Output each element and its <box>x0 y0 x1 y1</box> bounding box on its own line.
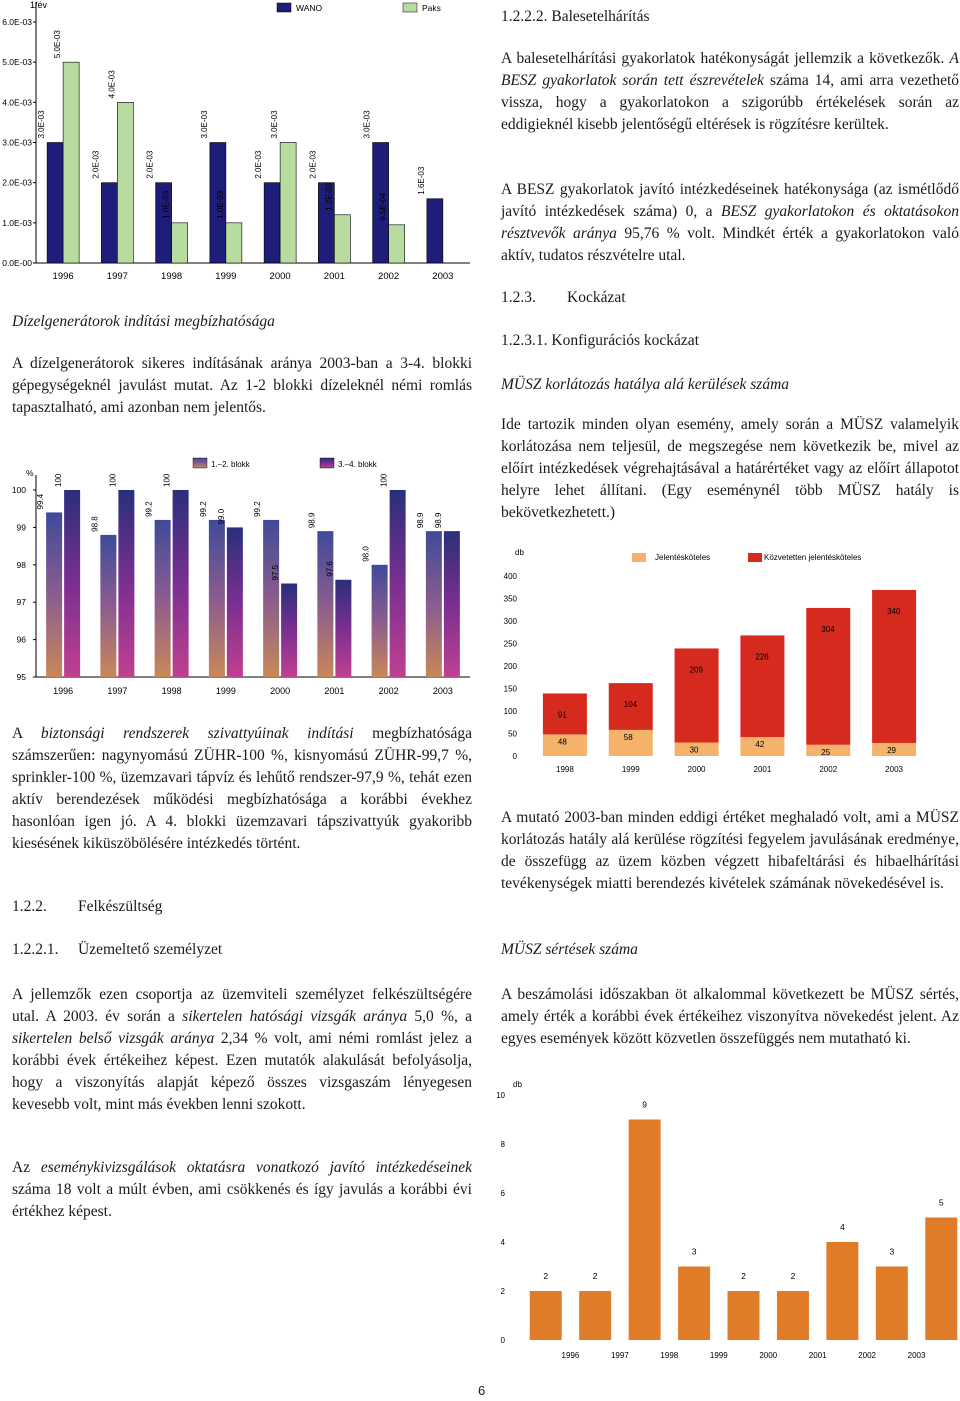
data-label: 1.2E-03 <box>324 182 334 211</box>
bar-block-34 <box>444 531 460 677</box>
y-tick-label: 2.0E-03 <box>2 177 32 188</box>
legend-swatch-34 <box>320 458 334 468</box>
x-tick-label: 2001 <box>324 686 345 696</box>
y-tick-label: 5.0E-03 <box>2 57 32 68</box>
para-besz: A BESZ gyakorlatok javító intézkedéseinek hatékonysága (az ismétlődő javító intézkedések száma) 0, a BESZ gyakorlatokon és oktatásokon résztvevők aránya 95,76 % volt. Mindkét érték a gyakorlatokon való aktív, tudatos részvételre utal. <box>501 181 959 264</box>
data-label: 100 <box>379 473 389 487</box>
x-tick-label: 1996 <box>52 271 74 282</box>
x-tick-label: 1999 <box>215 686 236 696</box>
legend-swatch-jelentes <box>632 553 646 562</box>
para-staff: A jellemzők ezen csoportja az üzemviteli személyzet felkészültségére utal. A 2003. év során a sikertelen hatósági vizsgák aránya 5,0 %, a sikertelen belső vizsgák aránya 2,34 % volt, ami némi romlást jelez a korábbi évek értékeihez képest. Ezen mutatók alakulását befolyásolja, hogy a viszonyítás alapját képező összes vizsgaszám lényegesen kevesebb volt, mint más években lenni szokott. <box>12 986 472 1113</box>
data-label: 2.0E-03 <box>254 150 264 179</box>
legend-label-wano: WANO <box>296 3 323 13</box>
x-tick-label: 2003 <box>907 1351 926 1360</box>
bar-block-34 <box>64 490 80 677</box>
unit-label: % <box>26 468 34 478</box>
data-label: 2 <box>741 1271 746 1281</box>
data-label: 97.5 <box>271 564 281 581</box>
data-label: 9 <box>642 1099 647 1110</box>
x-tick-label: 2003 <box>885 765 903 774</box>
bar-wano <box>264 183 280 263</box>
para-pumps: A biztonsági rendszerek szivattyúinak indítási megbízhatósága számszerűen: nagynyomású ZÜHR-100 %, kisnyomású ZÜHR-99,7 %, sprinkler-100 %, üzemzavari tápvíz és lehűtő rendszer-97,9 %, tehát ezen aktív berendezések működési megbízhatósága a korábbi évekhez hasonlóan igen jó. A 4. blokki üzemzavari tápszivattyúk gyakoribb kiesésének kiküszöbölésére intézkedés történt. <box>12 725 472 852</box>
unit-label: 1/év <box>30 0 48 10</box>
data-label: 1.0E-03 <box>161 190 171 219</box>
y-tick-label: 6 <box>500 1189 505 1198</box>
y-tick-label: 96 <box>16 634 26 645</box>
y-tick-label: 0.0E-00 <box>2 258 32 268</box>
data-label: 2 <box>592 1271 598 1281</box>
bar-block-12 <box>46 512 62 677</box>
data-label: 25 <box>821 747 831 757</box>
data-label: 2.0E-03 <box>91 150 101 179</box>
legend-swatch-12 <box>193 458 207 468</box>
data-label: 30 <box>689 745 699 755</box>
y-tick-label: 10 <box>496 1091 505 1100</box>
y-tick-label: 150 <box>503 684 517 694</box>
data-label: 104 <box>623 700 638 710</box>
bar-violations <box>530 1291 562 1340</box>
bar-violations <box>579 1291 611 1340</box>
bar-block-12 <box>155 520 171 677</box>
data-label: 3.0E-03 <box>37 110 47 139</box>
bar-wano <box>101 183 117 263</box>
chart-diesel-start <box>0 450 475 710</box>
x-tick-label: 1998 <box>161 686 182 696</box>
legend-label-jelentes: Jelentésköteles <box>655 553 711 562</box>
data-label: 4 <box>840 1222 845 1232</box>
data-label: 1.0E-03 <box>215 190 225 219</box>
chart-musz-events <box>485 540 960 780</box>
y-tick-label: 8 <box>500 1140 505 1149</box>
x-tick-label: 1996 <box>53 686 74 696</box>
bar-block-34 <box>118 490 134 677</box>
heading-musz: MÜSZ korlátozás hatálya alá kerülések száma <box>501 376 790 393</box>
data-label: 2 <box>543 1271 549 1281</box>
x-tick-label: 2002 <box>378 686 399 696</box>
x-tick-label: 2003 <box>432 686 453 696</box>
x-tick-label: 2000 <box>269 271 291 282</box>
x-tick-label: 2000 <box>270 686 291 696</box>
x-tick-label: 1999 <box>709 1351 728 1360</box>
bar-violations <box>826 1242 858 1340</box>
x-tick-label: 2001 <box>808 1351 827 1360</box>
y-tick-label: 100 <box>503 707 517 716</box>
heading-122: 1.2.2. Felkészültség <box>12 898 163 915</box>
y-tick-label: 300 <box>503 617 517 626</box>
bar-block-34 <box>281 584 297 678</box>
para-serules: A beszámolási időszakban öt alkalommal következett be MÜSZ sértés, amely érték a korábbi évek értékeihez viszonyítva növekedést jelent. Az egyes események között közvetlen összefüggés nem mutatható ki. <box>501 986 959 1047</box>
x-tick-label: 2002 <box>858 1351 877 1360</box>
bar-violations <box>876 1267 908 1341</box>
bar-block-34 <box>390 490 406 677</box>
para-musz: Ide tartozik minden olyan esemény, amely során a MÜSZ valamelyik korlátozása nem teljesül, de megszegése nem következik be, mivel az előírt intézkedések végrehajtásával a határértéket vagy az előírt állapotot helyre lehet állítani. (Egy eseménynél több MÜSZ hatály is bekövetkezhetett.) <box>501 416 959 521</box>
data-label: 3 <box>889 1246 895 1257</box>
x-tick-label: 1999 <box>215 271 237 282</box>
x-tick-label: 1999 <box>621 765 640 774</box>
data-label: 100 <box>108 473 118 487</box>
data-label: 98.0 <box>361 546 371 562</box>
legend-label-kozvetett: Közvetetten jelentésköteles <box>764 553 862 562</box>
bar-kozvetett <box>740 635 784 737</box>
y-tick-label: 400 <box>503 572 517 581</box>
heading-1221: 1.2.2.1. Üzemeltető személyzet <box>12 941 223 958</box>
x-tick-label: 2001 <box>323 271 345 282</box>
data-label: 1.6E-03 <box>416 166 426 195</box>
heading-1222: 1.2.2.2. Balesetelhárítás <box>501 8 650 25</box>
data-label: 3 <box>691 1246 697 1257</box>
data-label: 2 <box>790 1271 796 1281</box>
data-label: 2.0E-03 <box>145 150 155 179</box>
data-label: 3.0E-03 <box>362 110 372 139</box>
bar-block-12 <box>372 565 388 677</box>
y-tick-label: 98 <box>16 559 26 570</box>
data-label: 5.0E-03 <box>53 30 63 59</box>
x-tick-label: 2002 <box>819 765 838 774</box>
y-tick-label: 1.0E-03 <box>2 217 32 228</box>
bar-paks <box>172 223 188 263</box>
chart-failure-rate <box>0 0 475 290</box>
para-diesel: A dízelgenerátorok sikeres indításának aránya 2003-ban a 3-4. blokki gépegységeknél javulást mutat. Az 1-2 blokki dízeleknél némi romlás tapasztalható, ami azonban nem jelentős. <box>12 355 472 416</box>
data-label: 340 <box>887 606 901 616</box>
x-tick-label: 1998 <box>556 765 574 774</box>
x-tick-label: 1997 <box>106 271 128 282</box>
data-label: 98.9 <box>433 512 443 529</box>
bar-violations <box>678 1267 710 1341</box>
bar-paks <box>63 62 79 263</box>
legend-swatch-paks <box>403 3 417 12</box>
x-tick-label: 2001 <box>753 765 772 774</box>
y-tick-label: 4.0E-03 <box>2 97 32 108</box>
data-label: 98.8 <box>90 516 100 532</box>
legend-label-34: 3.–4. blokk <box>338 460 377 469</box>
y-tick-label: 50 <box>508 729 517 739</box>
data-label: 42 <box>755 740 765 750</box>
bar-block-12 <box>426 531 442 677</box>
y-tick-label: 200 <box>503 662 517 671</box>
data-label: 97.6 <box>325 561 335 577</box>
heading-1231: 1.2.3.1. Konfigurációs kockázat <box>501 332 699 349</box>
bar-block-34 <box>335 580 351 677</box>
data-label: 3.0E-03 <box>199 110 209 139</box>
heading-diesel: Dízelgenerátorok indítási megbízhatósága <box>12 313 275 330</box>
bar-block-12 <box>209 520 225 677</box>
y-tick-label: 6.0E-03 <box>2 17 32 27</box>
data-label: 99.4 <box>36 493 46 510</box>
legend-swatch-wano <box>277 3 291 12</box>
y-tick-label: 95 <box>16 672 26 682</box>
bar-violations <box>728 1291 760 1340</box>
y-tick-label: 250 <box>503 639 517 649</box>
bar-paks <box>280 143 296 264</box>
y-tick-label: 4 <box>500 1238 505 1247</box>
y-tick-label: 0 <box>500 1336 505 1345</box>
bar-block-12 <box>317 531 333 677</box>
data-label: 29 <box>887 745 896 755</box>
bar-block-34 <box>227 527 243 677</box>
data-label: 5 <box>938 1197 944 1208</box>
bar-wano <box>427 199 443 263</box>
y-tick-label: 97 <box>16 597 26 608</box>
page-number: 6 <box>478 1383 486 1398</box>
y-tick-label: 2 <box>500 1287 505 1296</box>
legend-label-paks: Paks <box>422 3 441 13</box>
data-label: 100 <box>54 473 64 487</box>
bar-block-12 <box>263 520 279 677</box>
x-tick-label: 1998 <box>161 271 183 282</box>
heading-123: 1.2.3. Kockázat <box>501 289 626 306</box>
y-tick-label: 99 <box>16 522 26 533</box>
data-label: 100 <box>162 473 172 487</box>
y-tick-label: 0 <box>512 752 517 761</box>
data-label: 98.9 <box>415 512 425 529</box>
bar-paks <box>226 223 242 263</box>
bar-block-34 <box>173 490 189 677</box>
data-label: 91 <box>557 710 567 720</box>
data-label: 98.9 <box>307 512 317 529</box>
data-label: 9.5E-04 <box>378 192 388 221</box>
chart-musz-violations <box>485 1075 960 1365</box>
x-tick-label: 1998 <box>660 1351 679 1360</box>
bar-paks <box>334 215 350 263</box>
x-tick-label: 1997 <box>610 1351 629 1360</box>
data-label: 48 <box>557 737 567 747</box>
x-tick-label: 1997 <box>107 686 128 696</box>
bar-violations <box>925 1218 957 1341</box>
unit-label: db <box>513 1080 522 1089</box>
data-label: 226 <box>755 652 769 662</box>
data-label: 304 <box>821 624 835 634</box>
bar-kozvetett <box>675 648 719 742</box>
para-balesetelharitas: A balesetelhárítási gyakorlatok hatékonyságát jellemzik a következők. A BESZ gyakorlatok során tett észrevételek száma 14, ami arra vezethető vissza, hogy a gyakorlatokon a szigorúbb értékelések során az eddigieknél kisebb jelentőségű eltérések is rögzítésre kerültek. <box>501 50 960 133</box>
para-event: Az eseménykivizsgálások oktatásra vonatkozó javító intézkedéseinek száma 18 volt a múlt évben, ami csökkenés és így javulás a korábbi évi értékhez képest. <box>12 1159 472 1220</box>
x-tick-label: 2000 <box>687 765 706 774</box>
para-2003: A mutató 2003-ban minden eddigi értéket meghaladó volt, ami a MÜSZ korlátozás hatály alá kerülése rögzítési fegyelem javulásának eredménye, de összefügg az üzem közben végzett hibafeltárási és hibaelhárítási tevékenységek miatti berendezés kivételek számának növekedésével is. <box>501 809 959 892</box>
data-label: 4.0E-03 <box>107 70 117 99</box>
legend-swatch-kozvetett <box>748 553 762 562</box>
x-tick-label: 2003 <box>432 271 454 282</box>
x-tick-label: 2000 <box>759 1351 778 1360</box>
x-tick-label: 2002 <box>378 271 400 282</box>
y-tick-label: 350 <box>503 594 517 604</box>
bar-paks <box>117 102 133 263</box>
heading-serules: MÜSZ sértések száma <box>501 941 638 958</box>
bar-violations <box>629 1120 661 1341</box>
bar-block-12 <box>100 535 116 677</box>
bar-wano <box>47 143 63 264</box>
data-label: 99.2 <box>253 501 263 517</box>
data-label: 99.0 <box>216 508 226 525</box>
data-label: 2.0E-03 <box>308 150 318 179</box>
data-label: 99.2 <box>198 501 208 517</box>
data-label: 209 <box>689 665 703 675</box>
legend-label-12: 1.–2. blokk <box>211 460 250 469</box>
y-tick-label: 100 <box>11 485 26 495</box>
data-label: 3.0E-03 <box>270 110 280 139</box>
data-label: 58 <box>623 732 633 742</box>
x-tick-label: 1996 <box>561 1351 580 1360</box>
bar-violations <box>777 1291 809 1340</box>
data-label: 99.2 <box>144 501 154 517</box>
unit-label: db <box>515 548 524 557</box>
y-tick-label: 3.0E-03 <box>2 137 32 148</box>
bar-paks <box>389 225 405 263</box>
